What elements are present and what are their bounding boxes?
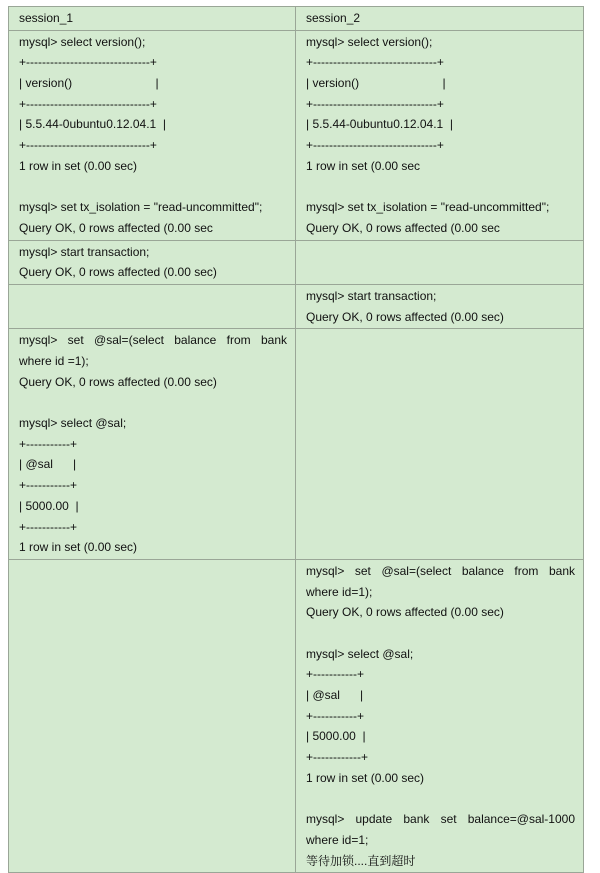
header-row	[9, 7, 584, 31]
session-1-cell	[9, 240, 296, 284]
sql-line: +-----------+	[306, 708, 364, 723]
sql-line: | 5000.00 |	[306, 729, 366, 744]
sql-line: | 5000.00 |	[19, 498, 79, 513]
sql-line: Query OK, 0 rows affected (0.00 sec	[306, 220, 500, 235]
sql-line: mysql> select version();	[19, 34, 146, 49]
sql-line: +-----------+	[19, 436, 77, 451]
sql-line: mysql> select version();	[306, 34, 433, 49]
table-row	[9, 30, 584, 240]
sql-line: mysql> start transaction;	[306, 288, 437, 303]
session-1-cell-empty	[9, 284, 296, 328]
header-label: session_1	[19, 11, 74, 25]
sql-line: +-----------+	[19, 519, 77, 534]
sql-line: mysql> update bank set balance=@sal-1000	[306, 812, 575, 827]
sql-line: mysql> select @sal;	[19, 416, 127, 431]
header-session-2	[296, 7, 584, 31]
sql-line: Query OK, 0 rows affected (0.00 sec)	[19, 265, 217, 280]
sql-line: | version() |	[19, 76, 159, 91]
sql-line: mysql> start transaction;	[19, 244, 150, 259]
sql-line: +-----------+	[306, 667, 364, 682]
session-1-cell	[9, 329, 296, 560]
blank-line	[306, 177, 575, 198]
sql-line: where id=1;	[306, 832, 369, 847]
sql-line: Query OK, 0 rows affected (0.00 sec)	[306, 309, 504, 324]
blank-line	[19, 177, 287, 198]
sql-line: 1 row in set (0.00 sec)	[19, 158, 138, 173]
blank-line	[19, 392, 287, 413]
sql-line: | 5.5.44-0ubuntu0.12.04.1 |	[306, 117, 454, 132]
sql-line: Query OK, 0 rows affected (0.00 sec)	[19, 374, 217, 389]
table-row	[9, 240, 584, 284]
sql-line: 1 row in set (0.00 sec	[306, 158, 421, 173]
header-label: session_2	[306, 11, 361, 25]
sql-line: mysql> set tx_isolation = "read-uncommitted";	[306, 200, 550, 215]
sql-line: +------------+	[306, 750, 368, 765]
session-2-cell	[296, 559, 584, 872]
sql-line: +-------------------------------+	[306, 96, 444, 111]
blank-line	[306, 623, 575, 644]
sql-line: +-------------------------------+	[306, 55, 444, 70]
header-session-1	[9, 7, 296, 31]
sql-line: | 5.5.44-0ubuntu0.12.04.1 |	[19, 117, 167, 132]
sql-line: mysql> set @sal=(select balance from bank	[306, 563, 575, 578]
sql-line: | version() |	[306, 76, 446, 91]
session-2-cell	[296, 284, 584, 328]
table-row	[9, 329, 584, 560]
sql-line: 1 row in set (0.00 sec)	[306, 770, 425, 785]
sql-line: 等待加锁....直到超时	[306, 853, 416, 868]
sql-line: | @sal |	[19, 457, 77, 472]
table-row	[9, 284, 584, 328]
sql-line: +-----------+	[19, 478, 77, 493]
sql-line: mysql> select @sal;	[306, 646, 414, 661]
sql-line: mysql> set tx_isolation = "read-uncommitted";	[19, 200, 263, 215]
sql-line: | @sal |	[306, 688, 364, 702]
table-row	[9, 559, 584, 872]
document	[8, 6, 583, 873]
session-2-cell-empty	[296, 329, 584, 560]
session-comparison-table	[8, 6, 584, 873]
sql-line: where id=1);	[306, 584, 373, 599]
session-1-cell	[9, 30, 296, 240]
sql-line: Query OK, 0 rows affected (0.00 sec)	[306, 605, 504, 620]
sql-line: +-------------------------------+	[19, 138, 157, 153]
session-2-cell-empty	[296, 240, 584, 284]
sql-line: 1 row in set (0.00 sec)	[19, 540, 138, 555]
sql-line: where id =1);	[19, 354, 89, 368]
sql-line: +-------------------------------+	[19, 55, 157, 70]
blank-line	[306, 788, 575, 809]
sql-line: Query OK, 0 rows affected (0.00 sec	[19, 220, 213, 235]
sql-line: +-------------------------------+	[19, 96, 157, 111]
sql-line: +-------------------------------+	[306, 138, 444, 153]
session-1-cell-empty	[9, 559, 296, 872]
session-2-cell	[296, 30, 584, 240]
sql-line: mysql> set @sal=(select balance from bank	[19, 333, 287, 348]
